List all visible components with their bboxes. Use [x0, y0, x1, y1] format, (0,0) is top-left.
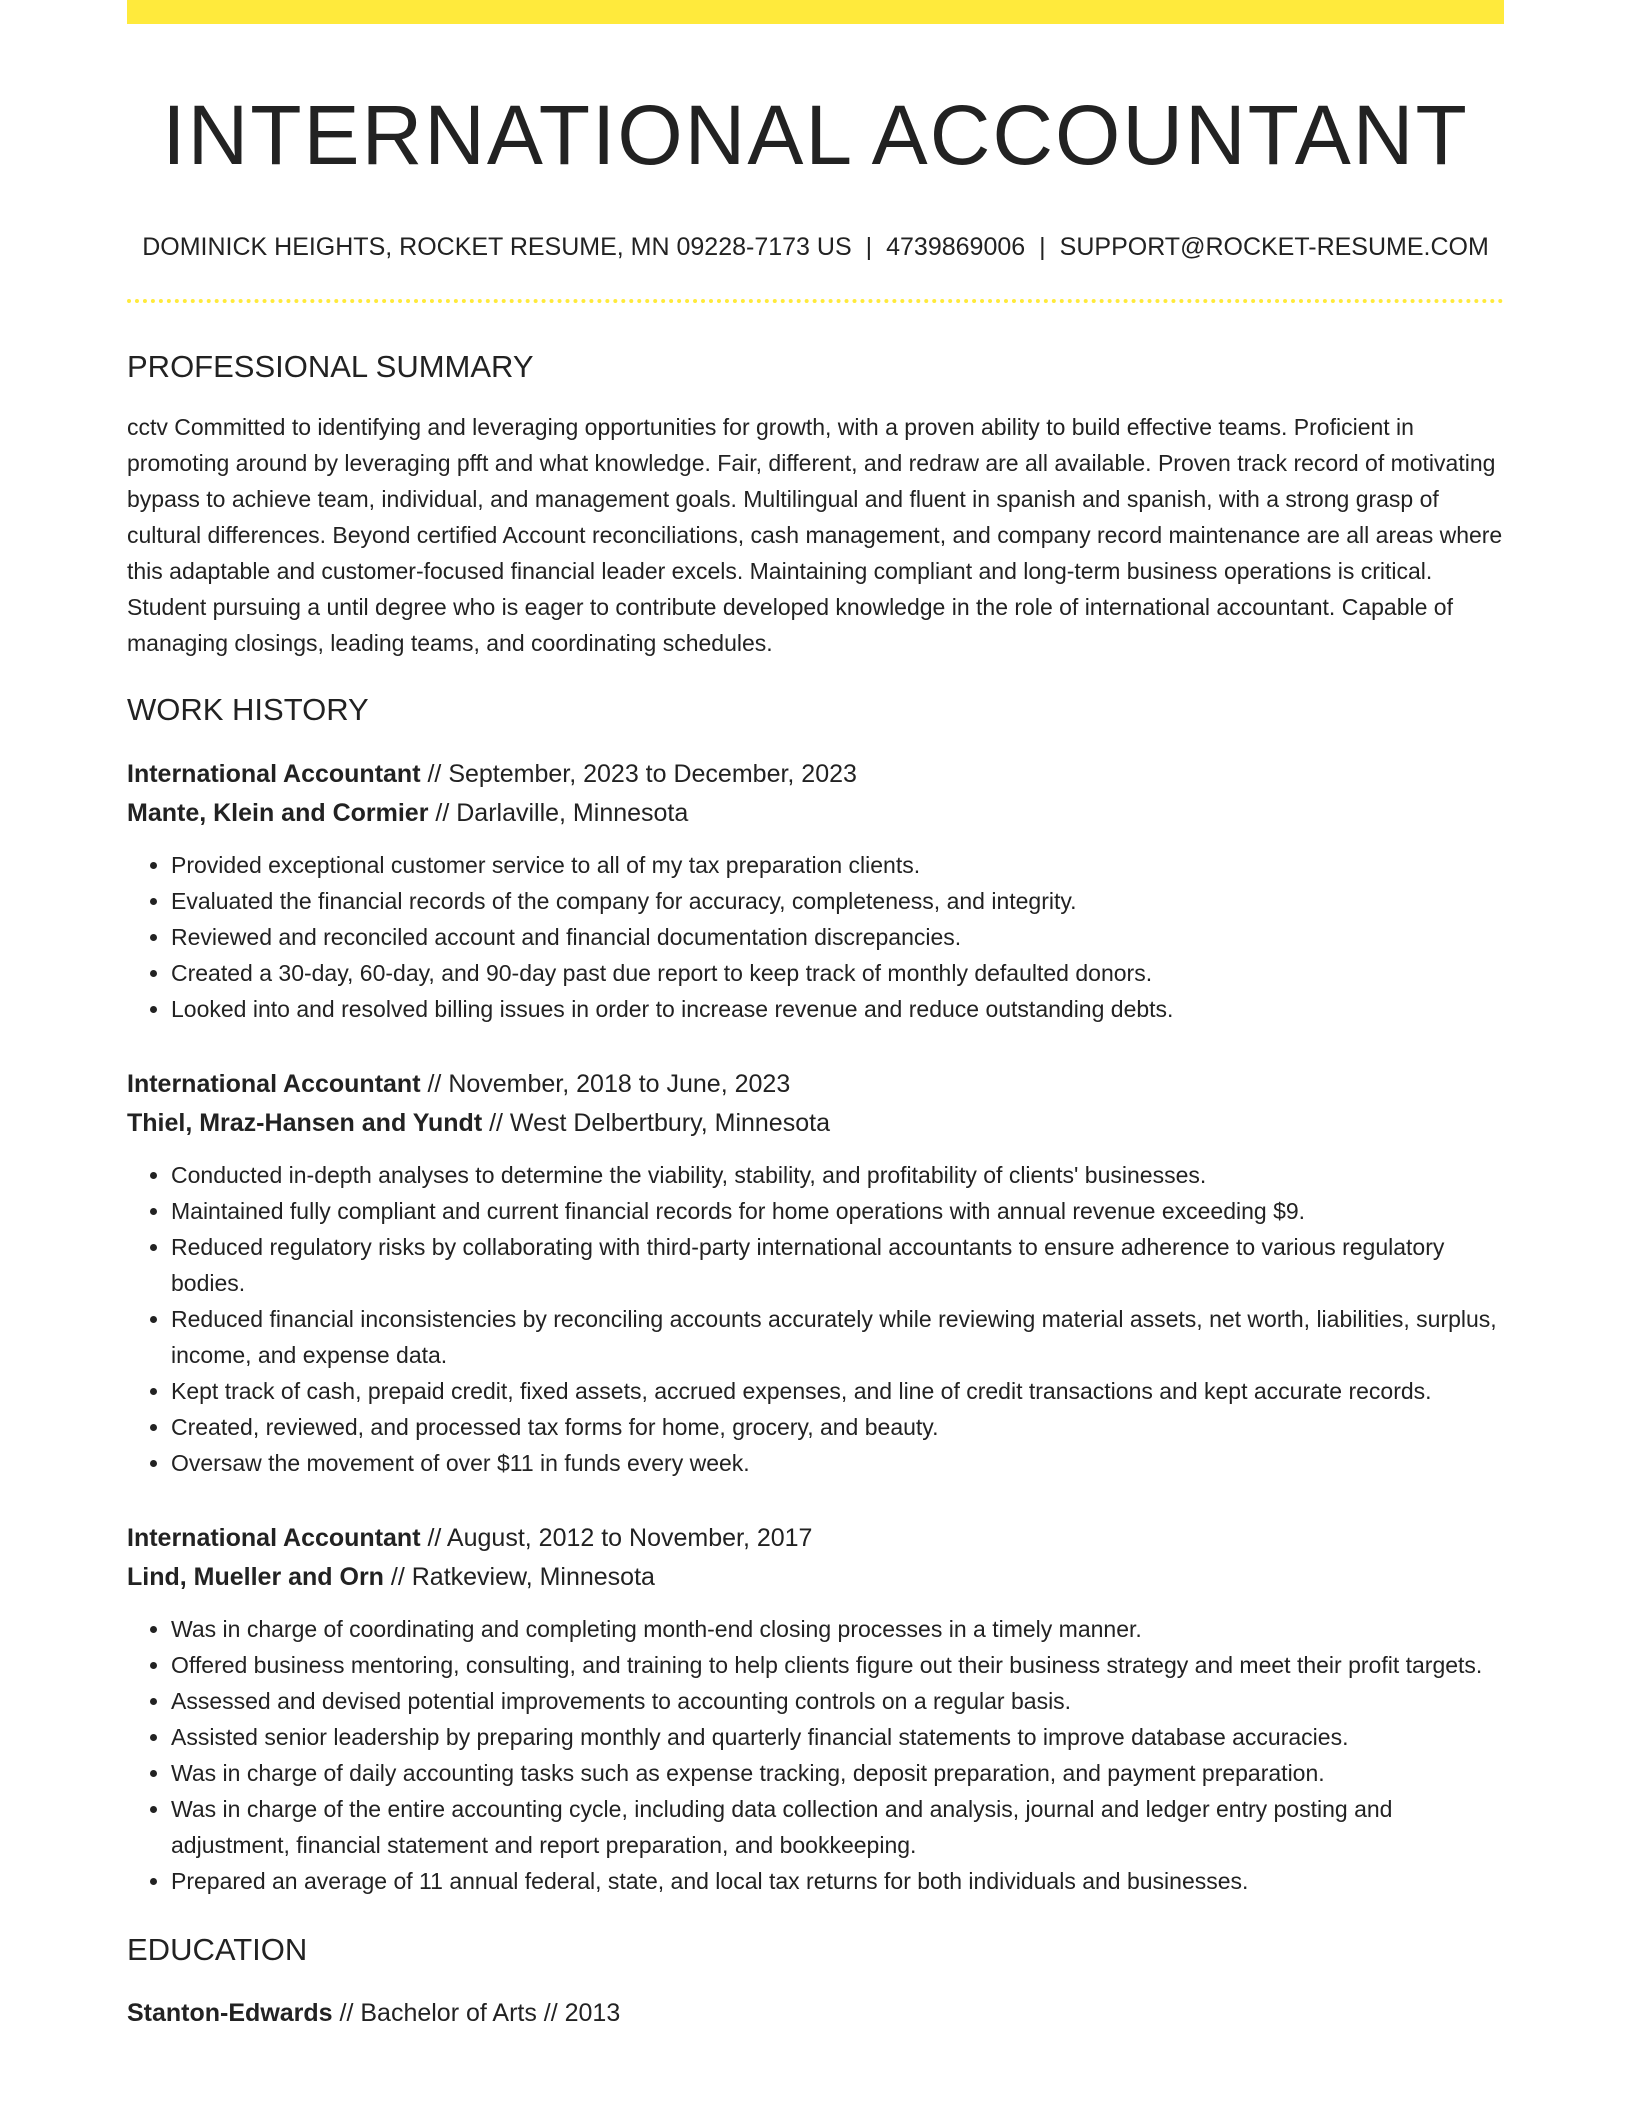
- contact-email[interactable]: SUPPORT@ROCKET-RESUME.COM: [1059, 232, 1489, 261]
- job-bullet: • Oversaw the movement of over $11 in funds every week.: [171, 1445, 1504, 1481]
- job-company-line: [127, 1104, 1504, 1143]
- summary-heading: PROFESSIONAL SUMMARY: [127, 349, 534, 385]
- contact-separator: |: [1039, 232, 1046, 261]
- summary-text: cctv Committed to identifying and leveraging opportunities for growth, with a proven ability to build effective teams. Proficient in promoting around by leveraging pfft and what knowledge. Fair, different, and redraw are all available. Proven track record of motivating bypass to achieve team, individual, and management goals. Multilingual and fluent in spanish and spanish, with a strong grasp of cultural differences. Beyond certified Account reconciliations, cash management, and company record maintenance are all areas where this adaptable and customer-focused financial leader excels. Maintaining compliant and long-term business operations is critical. Student pursuing a until degree who is eager to contribute developed knowledge in the role of international accountant. Capable of managing closings, leading teams, and coordinating schedules.: [127, 414, 1503, 657]
- job-bullet: • Conducted in-depth analyses to determine the viability, stability, and profitability of clients' businesses.: [171, 1157, 1504, 1193]
- job-bullet: • Assessed and devised potential improvements to accounting controls on a regular basis.: [171, 1683, 1504, 1719]
- job-bullet: • Was in charge of coordinating and completing month-end closing processes in a timely manner.: [171, 1611, 1504, 1647]
- job-bullet: • Was in charge of daily accounting tasks such as expense tracking, deposit preparation, and payment preparation.: [171, 1755, 1504, 1791]
- job-title: International Accountant: [127, 759, 421, 788]
- job-dates: // August, 2012 to November, 2017: [420, 1523, 813, 1552]
- dotted-divider: [127, 299, 1504, 303]
- education-heading: EDUCATION: [127, 1931, 308, 1967]
- job-company: Thiel, Mraz-Hansen and Yundt: [127, 1108, 483, 1137]
- job-dates: // November, 2018 to June, 2023: [420, 1069, 791, 1098]
- job-company-line: [127, 794, 1504, 833]
- job-bullet: • Kept track of cash, prepaid credit, fixed assets, accrued expenses, and line of credit transactions and kept accurate records.: [171, 1373, 1504, 1409]
- job-bullet: • Provided exceptional customer service to all of my tax preparation clients.: [171, 847, 1504, 883]
- job-dates: // September, 2023 to December, 2023: [420, 759, 857, 788]
- job-bullet-list: [127, 1157, 1504, 1481]
- job-title: International Accountant: [127, 1069, 421, 1098]
- contact-separator: |: [865, 232, 873, 261]
- job-bullet: • Offered business mentoring, consulting, and training to help clients figure out their business strategy and meet their profit targets.: [171, 1647, 1504, 1683]
- job-bullet: • Looked into and resolved billing issues in order to increase revenue and reduce outstanding debts.: [171, 991, 1504, 1027]
- job-title-line: [127, 1065, 1504, 1104]
- job-bullet: • Evaluated the financial records of the company for accuracy, completeness, and integrity.: [171, 883, 1504, 919]
- education-degree: // Bachelor of Arts // 2013: [332, 1998, 621, 2027]
- education-entry: [127, 1994, 1504, 2033]
- job-company: Mante, Klein and Cormier: [127, 798, 429, 827]
- job-location: // Darlaville, Minnesota: [428, 798, 689, 827]
- job-bullet: • Created a 30-day, 60-day, and 90-day past due report to keep track of monthly defaulted donors.: [171, 955, 1504, 991]
- work-history-heading: WORK HISTORY: [127, 692, 369, 728]
- job-bullet-list: [127, 1611, 1504, 1899]
- education-school: Stanton-Edwards: [127, 1998, 333, 2027]
- job-location: // West Delbertbury, Minnesota: [482, 1108, 830, 1137]
- job-title-line: [127, 755, 1504, 794]
- contact-phone[interactable]: 4739869006: [886, 232, 1026, 261]
- job-company-line: [127, 1558, 1504, 1597]
- job-entry: [127, 755, 1504, 1027]
- job-bullet: • Was in charge of the entire accounting cycle, including data collection and analysis, journal and ledger entry posting and adjustment, financial statement and report preparation, and bookkeeping.: [171, 1791, 1504, 1863]
- job-entry: [127, 1065, 1504, 1481]
- contact-line: [127, 231, 1504, 264]
- job-bullet: • Reviewed and reconciled account and financial documentation discrepancies.: [171, 919, 1504, 955]
- job-bullet: • Reduced financial inconsistencies by reconciling accounts accurately while reviewing material assets, net worth, liabilities, surplus, income, and expense data.: [171, 1301, 1504, 1373]
- resume-page: [127, 0, 1504, 2033]
- top-accent-bar: [127, 0, 1504, 24]
- contact-address: DOMINICK HEIGHTS, ROCKET RESUME, MN 09228-7173 US: [142, 232, 852, 261]
- job-location: // Ratkeview, Minnesota: [383, 1562, 655, 1591]
- job-entry: [127, 1519, 1504, 1899]
- job-bullet-list: [127, 847, 1504, 1027]
- job-title-line: [127, 1519, 1504, 1558]
- job-bullet: • Prepared an average of 11 annual federal, state, and local tax returns for both individuals and businesses.: [171, 1863, 1504, 1899]
- job-title: International Accountant: [127, 1523, 421, 1552]
- job-bullet: • Assisted senior leadership by preparing monthly and quarterly financial statements to improve database accuracies.: [171, 1719, 1504, 1755]
- job-company: Lind, Mueller and Orn: [127, 1562, 384, 1591]
- job-bullet: • Reduced regulatory risks by collaborating with third-party international accountants to ensure adherence to various regulatory bodies.: [171, 1229, 1504, 1301]
- resume-title: INTERNATIONAL ACCOUNTANT: [162, 88, 1469, 182]
- job-bullet: • Created, reviewed, and processed tax forms for home, grocery, and beauty.: [171, 1409, 1504, 1445]
- job-bullet: • Maintained fully compliant and current financial records for home operations with annual revenue exceeding $9.: [171, 1193, 1504, 1229]
